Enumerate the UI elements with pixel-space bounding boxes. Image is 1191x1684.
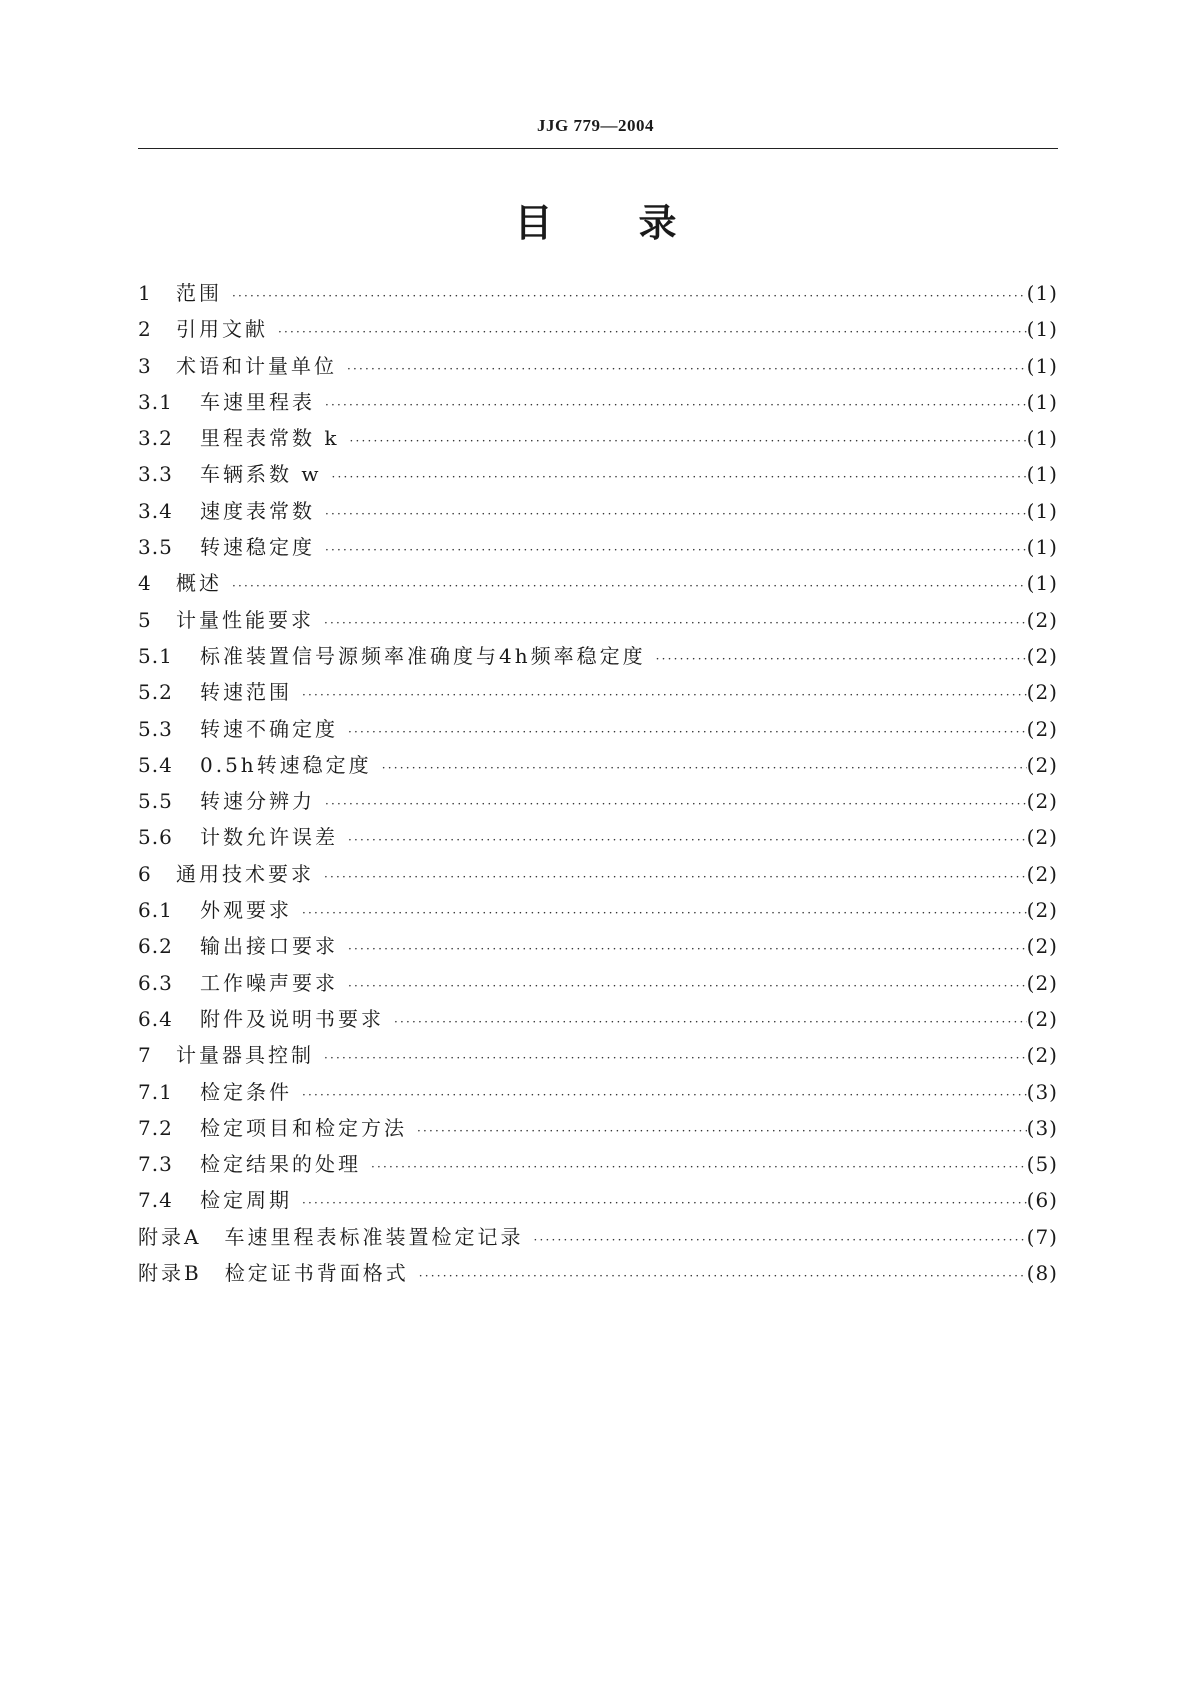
toc-entry[interactable]	[138, 1076, 1058, 1112]
toc-leader	[529, 1233, 1026, 1247]
toc-entry[interactable]	[138, 1112, 1058, 1148]
toc-number: 5.4	[138, 752, 173, 777]
title-char-2: 录	[638, 201, 677, 245]
toc-entry[interactable]	[138, 713, 1058, 749]
toc-page: (1)	[1026, 571, 1058, 596]
toc-leader	[298, 688, 1027, 702]
toc-label: 计数允许误差	[200, 825, 338, 850]
toc-entry[interactable]	[138, 531, 1058, 567]
toc-page: (2)	[1026, 861, 1058, 886]
toc-page: (2)	[1026, 825, 1058, 850]
toc-page: (7)	[1026, 1224, 1058, 1249]
toc-page: (8)	[1026, 1261, 1058, 1286]
toc-number: 5.3	[138, 716, 173, 741]
toc-page: (2)	[1026, 607, 1058, 632]
toc-entry[interactable]	[138, 894, 1058, 930]
toc-label: 检定周期	[200, 1188, 292, 1213]
toc-entry[interactable]	[138, 821, 1058, 857]
toc-label: 外观要求	[200, 898, 292, 923]
toc-entry[interactable]	[138, 1039, 1058, 1075]
toc-entry[interactable]	[138, 749, 1058, 785]
toc-entry[interactable]	[138, 350, 1058, 386]
toc-number: 5.5	[138, 789, 173, 814]
toc-leader	[345, 434, 1026, 448]
toc-page: (2)	[1026, 1043, 1058, 1068]
table-of-contents	[138, 277, 1058, 1293]
toc-page: (1)	[1026, 281, 1058, 305]
toc-label: 转速范围	[200, 680, 292, 705]
toc-label: 速度表常数	[200, 498, 315, 523]
toc-entry[interactable]	[138, 386, 1058, 422]
toc-label: 转速不确定度	[200, 716, 338, 741]
toc-leader	[298, 1088, 1027, 1102]
toc-leader	[321, 507, 1027, 521]
toc-entry[interactable]	[138, 676, 1058, 712]
toc-leader	[367, 1160, 1027, 1174]
toc-leader	[344, 942, 1027, 956]
toc-number: 7	[138, 1043, 152, 1068]
toc-label: 车辆系数 w	[200, 462, 322, 487]
toc-page: (2)	[1026, 934, 1058, 959]
toc-entry[interactable]	[138, 313, 1058, 349]
toc-entry[interactable]	[138, 930, 1058, 966]
toc-number: 3.3	[138, 462, 173, 487]
toc-page: (2)	[1026, 680, 1058, 705]
toc-number: 6.3	[138, 970, 173, 995]
toc-number: 7.1	[138, 1079, 173, 1104]
toc-page: (1)	[1026, 389, 1058, 414]
toc-number: 6.2	[138, 934, 173, 959]
toc-label: 转速稳定度	[200, 535, 315, 560]
toc-leader	[320, 616, 1027, 630]
toc-number: 6.4	[138, 1006, 173, 1031]
toc-page: (2)	[1026, 716, 1058, 741]
toc-page: (1)	[1026, 535, 1058, 560]
toc-leader	[298, 906, 1027, 920]
document-code-header: JJG 779—2004	[537, 116, 654, 135]
toc-label: 术语和计量单位	[176, 353, 337, 378]
toc-label: 0.5h转速稳定度	[200, 752, 372, 777]
toc-label: 引用文献	[176, 317, 268, 342]
toc-page: (6)	[1026, 1188, 1058, 1213]
toc-page: (1)	[1026, 462, 1058, 487]
toc-entry[interactable]	[138, 604, 1058, 640]
title-char-1: 目	[514, 201, 553, 245]
toc-label: 范围	[176, 281, 222, 305]
toc-leader	[320, 870, 1027, 884]
toc-page: (2)	[1026, 898, 1058, 923]
toc-label: 通用技术要求	[176, 861, 314, 886]
toc-number: 5.6	[138, 825, 173, 850]
toc-number: 5.1	[138, 643, 173, 668]
toc-number: 3.2	[138, 426, 173, 451]
toc-label: 标准装置信号源频率准确度与4h频率稳定度	[200, 643, 646, 668]
toc-entry[interactable]	[138, 1003, 1058, 1039]
toc-leader	[378, 761, 1027, 775]
toc-leader	[344, 979, 1027, 993]
toc-number: 4	[138, 571, 152, 596]
toc-entry[interactable]	[138, 858, 1058, 894]
toc-number: 5	[138, 607, 152, 632]
toc-label: 概述	[176, 571, 222, 596]
toc-number: 6	[138, 861, 152, 886]
toc-number: 6.1	[138, 898, 173, 923]
toc-label: 工作噪声要求	[200, 970, 338, 995]
toc-page: (1)	[1026, 426, 1058, 451]
toc-entry[interactable]	[138, 567, 1058, 603]
toc-number: 5.2	[138, 680, 173, 705]
toc-entry[interactable]	[138, 967, 1058, 1003]
toc-page: (5)	[1026, 1152, 1058, 1177]
toc-page: (1)	[1026, 353, 1058, 378]
toc-number: 3.5	[138, 535, 173, 560]
toc-leader	[344, 833, 1027, 847]
toc-entry[interactable]	[138, 458, 1058, 494]
toc-page: (1)	[1026, 498, 1058, 523]
toc-label: 检定项目和检定方法	[200, 1115, 407, 1140]
toc-page: (2)	[1026, 970, 1058, 995]
toc-leader	[344, 725, 1027, 739]
toc-leader	[390, 1015, 1027, 1029]
toc-leader	[321, 398, 1027, 412]
toc-leader	[320, 1051, 1027, 1065]
page-title	[0, 198, 1191, 248]
toc-leader	[298, 1196, 1027, 1210]
toc-page: (2)	[1026, 1006, 1058, 1031]
toc-page: (1)	[1026, 317, 1058, 342]
toc-leader	[413, 1124, 1027, 1138]
toc-leader	[321, 797, 1027, 811]
toc-page: (3)	[1026, 1079, 1058, 1104]
toc-entry[interactable]	[138, 1184, 1058, 1220]
toc-entry[interactable]	[138, 1148, 1058, 1184]
toc-leader	[274, 325, 1027, 339]
toc-entry[interactable]	[138, 1221, 1058, 1257]
toc-number: 7.4	[138, 1188, 173, 1213]
toc-leader	[415, 1269, 1027, 1283]
toc-entry[interactable]	[138, 495, 1058, 531]
toc-number: 3.1	[138, 389, 173, 414]
toc-number: 3	[138, 353, 152, 378]
toc-label: 输出接口要求	[200, 934, 338, 959]
toc-entry[interactable]	[138, 277, 1058, 313]
toc-leader	[228, 579, 1027, 593]
toc-number: 2	[138, 317, 152, 342]
toc-entry[interactable]	[138, 422, 1058, 458]
toc-label: 检定结果的处理	[200, 1152, 361, 1177]
toc-leader	[327, 470, 1026, 484]
toc-label: 转速分辨力	[200, 789, 315, 814]
header-rule	[138, 148, 1058, 149]
toc-page: (2)	[1026, 643, 1058, 668]
toc-number: 3.4	[138, 498, 173, 523]
toc-number: 1	[138, 281, 152, 305]
toc-label: 附件及说明书要求	[200, 1006, 384, 1031]
toc-page: (3)	[1026, 1115, 1058, 1140]
toc-number: 7.2	[138, 1115, 173, 1140]
toc-entry[interactable]	[138, 640, 1058, 676]
toc-leader	[321, 543, 1027, 557]
toc-page: (2)	[1026, 752, 1058, 777]
toc-label: 附录A 车速里程表标准装置检定记录	[138, 1224, 524, 1249]
toc-label: 里程表常数 k	[200, 426, 340, 451]
toc-entry[interactable]	[138, 785, 1058, 821]
toc-label: 车速里程表	[200, 389, 315, 414]
toc-number: 7.3	[138, 1152, 173, 1177]
toc-label: 计量性能要求	[176, 607, 314, 632]
toc-label: 计量器具控制	[176, 1043, 314, 1068]
toc-entry[interactable]	[138, 1257, 1058, 1293]
toc-page: (2)	[1026, 789, 1058, 814]
toc-leader	[228, 289, 1027, 303]
toc-leader	[343, 362, 1027, 376]
toc-label: 附录B 检定证书背面格式	[138, 1261, 409, 1286]
toc-label: 检定条件	[200, 1079, 292, 1104]
toc-leader	[652, 652, 1027, 666]
